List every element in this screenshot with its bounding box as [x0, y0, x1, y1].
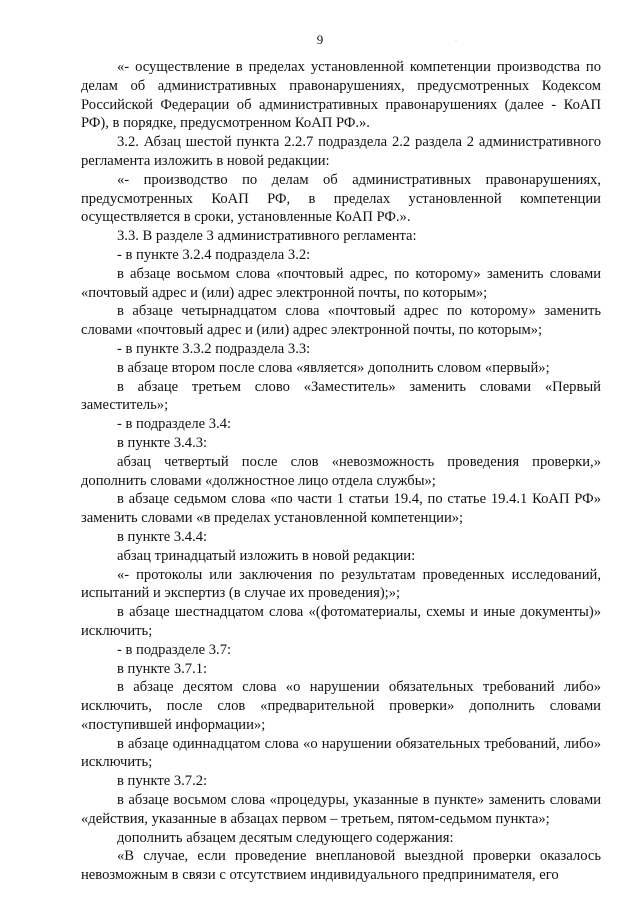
- paragraph: - в подразделе 3.7:: [117, 641, 232, 658]
- paragraph: 3.2. Абзац шестой пункта 2.2.7 подраздела 2.2 раздела 2 административного регламента изложить в новой редакции:: [81, 134, 601, 169]
- paragraph: в абзаце седьмом слова «по части 1 статьи 19.4, по статье 19.4.1 КоАП РФ» заменить словами «в пределах установленной компетенции»;: [81, 491, 601, 527]
- paragraph: в абзаце шестнадцатом слова «(фотоматериалы, схемы и иные документы)» исключить;: [81, 604, 601, 639]
- paragraph: в абзаце восьмом слова «почтовый адрес, по которому» заменить словами «почтовый адрес и (или) адрес электронной почты, по которым»;: [81, 265, 601, 301]
- paragraph: дополнить абзацем десятым следующего содержания:: [117, 829, 454, 846]
- paragraph: абзац тринадцатый изложить в новой редакции:: [117, 547, 416, 564]
- paragraph: «- производство по делам об административных правонарушениях, предусмотренных КоАП РФ, в пределах установленной компетенции осуществляется в сроки, установленные КоАП РФ.».: [81, 171, 601, 226]
- paragraph: 3.3. В разделе 3 административного регламента:: [117, 228, 417, 245]
- paragraph: в абзаце одиннадцатом слова «о нарушении обязательных требований, либо» исключить;: [81, 735, 601, 771]
- paragraph: - в пункте 3.2.4 подраздела 3.2:: [117, 246, 311, 263]
- paragraph: - в подразделе 3.4:: [117, 416, 232, 433]
- paragraph: в пункте 3.4.4:: [117, 528, 208, 545]
- paragraph: «- осуществление в пределах установленной компетенции производства по делам об административных правонарушениях, предусмотренных Кодексом Российской Федерации об административных правонарушениях (далее - КоАП РФ), в порядке, предусмотренном КоАП РФ.».: [81, 59, 601, 132]
- paragraph: «В случае, если проведение внеплановой выездной проверки оказалось невозможным в связи с отсутствием индивидуального предпринимателя, его: [81, 848, 601, 884]
- paragraph: в абзаце третьем слово «Заместитель» заменить словами «Первый заместитель»;: [81, 378, 601, 414]
- paragraph: в абзаце втором после слова «является» дополнить словом «первый»;: [117, 359, 550, 376]
- paragraph: в пункте 3.7.1:: [117, 660, 208, 677]
- document-body: [81, 58, 601, 885]
- paragraph: в абзаце четырнадцатом слова «почтовый адрес по которому» заменить словами «почтовый адрес и (или) адрес электронной почты, по которым»;: [81, 303, 601, 339]
- paragraph: абзац четвертый после слов «невозможность проведения проверки,» дополнить словами «должностное лицо отдела службы»;: [81, 453, 601, 489]
- paragraph: в пункте 3.7.2:: [117, 773, 208, 790]
- paragraph: в абзаце десятом слова «о нарушении обязательных требований либо» исключить, после слов «предварительной проверки» дополнить словами «поступившей информации»;: [81, 679, 601, 733]
- paragraph: - в пункте 3.3.2 подраздела 3.3:: [117, 340, 311, 357]
- paragraph: в абзаце восьмом слова «процедуры, указанные в пункте» заменить словами «действия, указанные в абзацах первом – третьем, пятом-седьмом пункта»;: [81, 792, 601, 827]
- scan-mark: ·: [455, 38, 457, 44]
- paragraph: в пункте 3.4.3:: [117, 434, 208, 451]
- page-number: 9: [316, 32, 324, 47]
- paragraph: «- протоколы или заключения по результатам проведенных исследований, испытаний и экспертиз (в случае их проведения);»;: [81, 566, 601, 602]
